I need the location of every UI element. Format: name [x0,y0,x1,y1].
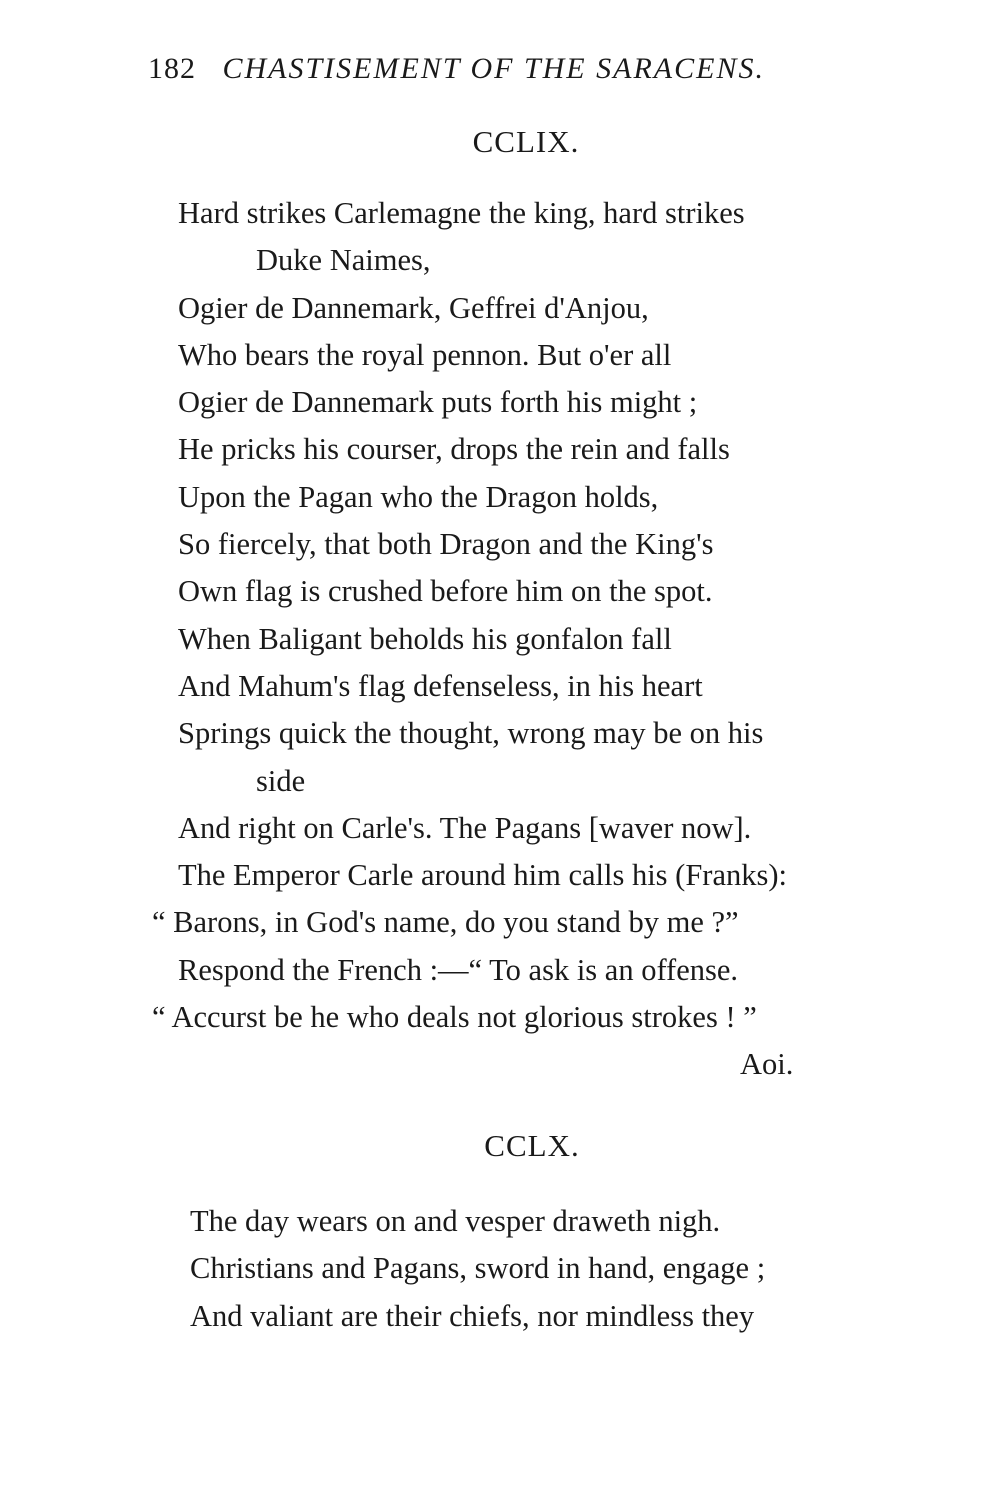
verse-line: And valiant are their chiefs, nor mindless they [190,1298,755,1333]
verse-line: The day wears on and vesper draweth nigh. [190,1204,721,1238]
stanza-heading: CCLIX. [472,124,580,159]
verse-line: The Emperor Carle around him calls his (Franks): [178,858,787,893]
verse-line: He pricks his courser, drops the rein and falls [178,432,730,467]
verse-line: And Mahum's flag defenseless, in his heart [178,668,703,703]
running-title: CHASTISEMENT OF THE SARACENS. [222,52,765,85]
verse-line: So fiercely, that both Dragon and the King's [178,527,714,562]
verse-line: Christians and Pagans, sword in hand, engage ; [190,1251,766,1286]
verse-line: Ogier de Dannemark, Geffrei d'Anjou, [178,290,649,325]
verse-line: Springs quick the thought, wrong may be on his [178,716,764,751]
verse-line: Who bears the royal pennon. But o'er all [178,337,672,372]
verse-line: Upon the Pagan who the Dragon holds, [178,479,659,514]
verse-line: When Baligant beholds his gonfalon fall [178,621,672,656]
refrain-aoi: Aoi. [740,1047,794,1082]
verse-line: Own flag is crushed before him on the spot. [178,574,713,609]
verse-line: Hard strikes Carlemagne the king, hard strikes [178,196,745,230]
running-head [148,52,848,86]
verse-line: And right on Carle's. The Pagans [waver now]. [178,810,752,845]
verse-line-quoted: “ Accurst be he who deals not glorious strokes ! ” [152,1000,757,1035]
verse-line: Respond the French :—“ To ask is an offense. [178,952,739,987]
stanza-heading: CCLX. [484,1128,580,1163]
verse-line: Ogier de Dannemark puts forth his might ; [178,385,698,420]
stanza-lines [190,1198,765,1340]
verse-line-continuation: side [256,763,306,798]
verse-line-continuation: Duke Naimes, [256,243,431,278]
page-number: 182 [148,52,196,85]
stanza-lines [152,190,794,1089]
verse-line-quoted: “ Barons, in God's name, do you stand by me ?” [152,905,739,940]
